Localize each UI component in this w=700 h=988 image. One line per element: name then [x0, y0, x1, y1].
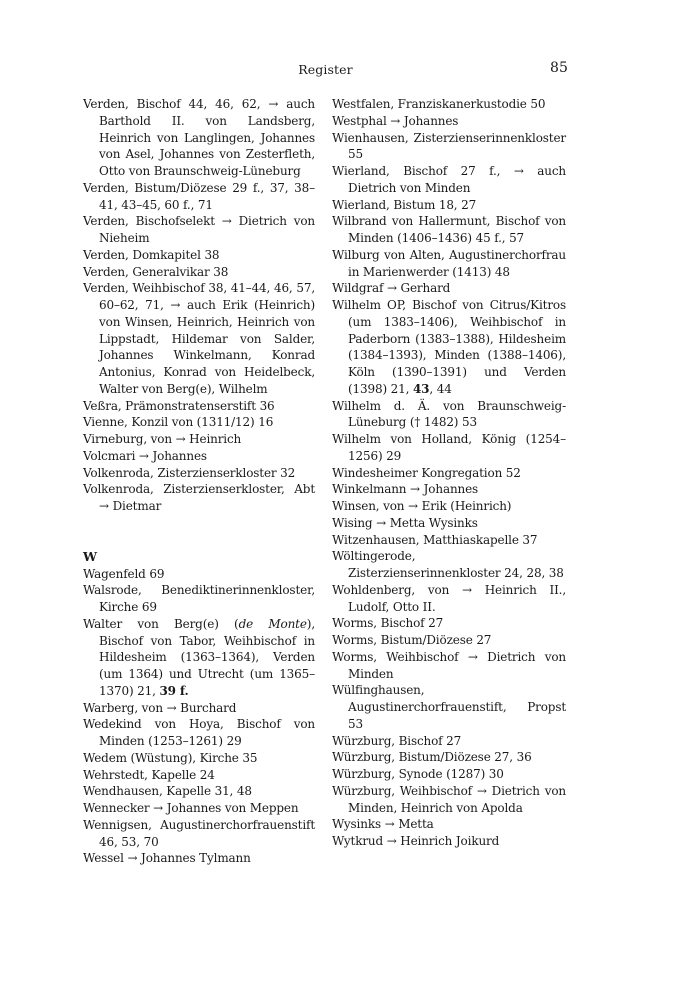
index-entry: Wierland, Bischof 27 f., → auch Dietrich von Minden: [332, 164, 566, 195]
index-entry: Wagenfeld 69: [83, 566, 165, 581]
entry-text: ), Bischof von Tabor, Weihbischof in Hildesheim (1363–1364), Verden (um 1364) und Utrecht (um 1365–1370) 21,: [99, 616, 315, 698]
left-entries-w-2: [83, 700, 315, 868]
index-entry: Wilbrand von Hallermunt, Bischof von Minden (1406–1436) 45 f., 57: [332, 214, 566, 245]
index-entry: Wehrstedt, Kapelle 24: [83, 767, 215, 782]
index-entry: Wendhausen, Kapelle 31, 48: [83, 784, 252, 799]
entry-bold-page: 39 f.: [159, 683, 189, 698]
entry-text: , 44: [429, 381, 452, 396]
index-entry: Worms, Weihbischof → Dietrich von Minden: [332, 649, 566, 681]
index-entry: Wülfinghausen, Augustinerchorfrauenstift, Propst 53: [332, 683, 566, 731]
index-entry: Wildgraf → Gerhard: [332, 281, 451, 296]
index-entry-walter: [83, 616, 315, 700]
index-column-left: [83, 96, 315, 867]
index-entry: Volkenroda, Zisterzienserkloster 32: [83, 465, 296, 480]
section-gap: [83, 515, 315, 549]
index-entry: Wilhelm d. Ä. von Braunschweig-Lüneburg († 1482) 53: [332, 398, 566, 430]
index-entry: Winsen, von → Erik (Heinrich): [332, 499, 512, 513]
index-entry: Warberg, von → Burchard: [83, 700, 237, 715]
right-entries-a: [332, 96, 566, 297]
running-title: Register: [298, 62, 353, 77]
index-entry: Worms, Bischof 27: [332, 616, 444, 631]
index-entry: Windesheimer Kongregation 52: [332, 465, 521, 480]
index-entry: Wöltingerode, Zisterzienserinnenkloster 24, 28, 38: [332, 549, 564, 580]
index-entry-wilhelm-op: [332, 297, 566, 398]
index-entry: Wilhelm von Holland, König (1254–1256) 29: [332, 432, 566, 463]
entry-text: Wilhelm OP, Bischof von Citrus/Kitros (um 1383–1406), Weihbischof in Paderborn (1383–1388), Hildesheim (1384–1393), Minden (1388–1406), Köln (1390–1391) und Verden (1398) 21,: [332, 298, 566, 396]
index-entry: Vienne, Konzil von (1311/12) 16: [83, 415, 274, 430]
running-head: [83, 62, 568, 80]
index-entry: Wedem (Wüstung), Kirche 35: [83, 750, 258, 765]
index-entry: Verden, Weihbischof 38, 41–44, 46, 57, 60–62, 71, → auch Erik (Heinrich) von Winsen, Heinrich, Heinrich von Lippstadt, Hildemar von Salder, Johannes Winkelmann, Konrad Antonius, Konrad von Heidelbeck, Walter von Berg(e), Wilhelm: [83, 281, 315, 396]
index-entry: Volkenroda, Zisterzienserkloster, Abt → Dietmar: [83, 482, 315, 513]
index-entry: Würzburg, Weihbischof → Dietrich von Minden, Heinrich von Apolda: [332, 783, 566, 815]
index-entry: Wysinks → Metta: [332, 817, 434, 832]
index-entry: Wilburg von Alten, Augustinerchorfrau in Marienwerder (1413) 48: [332, 247, 566, 279]
entry-italic: de Monte: [238, 616, 307, 631]
index-entry: Wedekind von Hoya, Bischof von Minden (1253–1261) 29: [83, 717, 315, 748]
index-entry: Verden, Generalvikar 38: [83, 264, 229, 279]
index-entry: Würzburg, Bischof 27: [332, 733, 462, 748]
index-entry: Würzburg, Synode (1287) 30: [332, 767, 504, 781]
index-entry: Verden, Bistum/Diözese 29 f., 37, 38–41, 43–45, 60 f., 71: [83, 180, 315, 212]
right-entries-b: [332, 398, 566, 850]
entry-text: Walter von Berg(e) (: [83, 616, 239, 631]
index-entry: Wohldenberg, von → Heinrich II., Ludolf, Otto II.: [332, 582, 566, 614]
entry-bold-page: 43: [412, 381, 430, 396]
index-entry: Witzenhausen, Matthiaskapelle 37: [332, 532, 538, 547]
index-entry: Wising → Metta Wysinks: [332, 515, 478, 530]
index-entry: Walsrode, Benediktinerinnenkloster, Kirche 69: [83, 583, 315, 614]
left-entries-v: [83, 96, 315, 515]
index-entry: Wienhausen, Zisterzienserinnenkloster 55: [332, 130, 566, 162]
page-number: 85: [549, 60, 568, 76]
index-entry: Veßra, Prämonstratenserstift 36: [83, 398, 275, 413]
index-column-right: [332, 96, 566, 850]
index-entry: Wennecker → Johannes von Meppen: [83, 801, 299, 815]
index-entry: Verden, Domkapitel 38: [83, 247, 220, 262]
index-entry: Verden, Bischof 44, 46, 62, → auch Barthold II. von Landsberg, Heinrich von Langlingen, Johannes von Asel, Johannes von Zesterfleth, Otto von Braunschweig-Lüneburg: [83, 97, 315, 178]
index-entry: Wessel → Johannes Tylmann: [83, 851, 251, 866]
index-entry: Wytkrud → Heinrich Joikurd: [332, 834, 500, 848]
index-entry: Worms, Bistum/Diözese 27: [332, 633, 492, 647]
index-entry: Wennigsen, Augustinerchorfrauenstift 46, 53, 70: [83, 817, 315, 849]
index-entry: Westphal → Johannes: [332, 113, 459, 128]
index-entry: Westfalen, Franziskanerkustodie 50: [332, 97, 546, 111]
left-entries-w-1: [83, 566, 315, 616]
index-entry: Virneburg, von → Heinrich: [83, 432, 242, 446]
index-entry: Winkelmann → Johannes: [332, 482, 479, 497]
index-entry: Wierland, Bistum 18, 27: [332, 197, 477, 212]
index-entry: Volcmari → Johannes: [83, 448, 207, 463]
index-entry: Verden, Bischofselekt → Dietrich von Nieheim: [83, 214, 315, 245]
index-entry: Würzburg, Bistum/Diözese 27, 36: [332, 750, 532, 765]
section-letter: W: [83, 548, 97, 564]
